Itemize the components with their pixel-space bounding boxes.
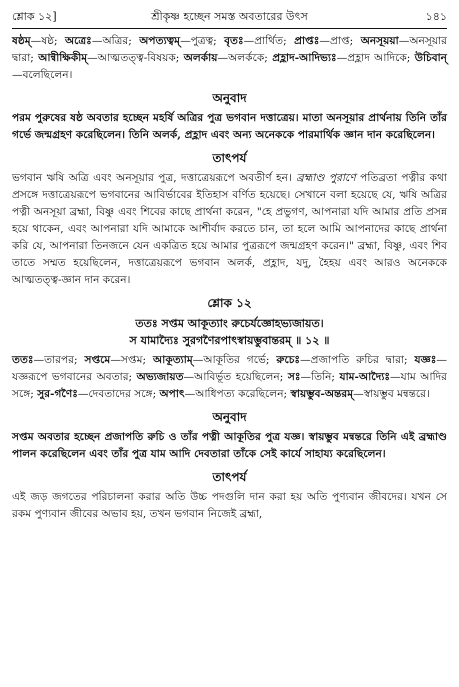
synonym-term: সুর-গণৈঃ [37, 388, 78, 400]
synonym-meaning: —যজ্ঞরূপে ভগবানের অবতার; [12, 354, 447, 383]
synonym-term: অভ্যজায়ত [136, 371, 184, 383]
synonym-meaning: —প্রাপ্ত; [319, 35, 361, 47]
synonym-meaning: —ষষ্ঠ; [30, 35, 65, 47]
synonym-term: স্বায়ম্ভুব-অন্তরম্ [290, 388, 354, 400]
verse-line-2: স যামাদ্যৈঃ সুরগণৈরপাৎস্বায়ম্ভুবান্তরম্ ॥ ১২ ॥ [129, 334, 330, 347]
synonym-meaning: —প্রহ্লাদ আদিকে; [336, 52, 415, 64]
synonym-meaning: —আকূতির গর্ভে; [192, 354, 277, 366]
synonym-term: যাম-আদ্যৈঃ [339, 371, 391, 383]
synonym-term: সঃ [287, 371, 301, 383]
synonyms-verse-12 [12, 352, 447, 403]
synonym-term: যজ্ঞঃ [414, 354, 437, 366]
purport-verse-11: ভগবান ঋষি অত্রি এবং অনসূয়ার পুত্র, দত্তাত্রেয়রূপে অবতীর্ণ হন। ব্রহ্মাণ্ড পুরাণে পতিব্রতা পত্নীর কথা প্রসঙ্গে দত্তাত্রেয়রূপে ভগবানের আবির্ভাবের ইতিহাস বর্ণিত হয়েছে। সেখানে বলা হয়েছে যে, ঋষি অত্রির পত্নী অনসূয়া ব্রহ্মা, বিষ্ণু এবং শিবের কাছে প্রার্থনা করেন, "হে প্রভুগণ, আপনারা যদি আমার প্রতি প্রসন্ন হয়ে থাকেন, এবং আপনারা যদি আমাকে আশীর্বাদ করতে চান, তা হলে আমি আপনাদের কাছে প্রার্থনা করি যে, আপনারা তিনজনে যেন একত্রিত হয়ে আমার পুত্ররূপে জন্মগ্রহণ করেন।" ব্রহ্মা, বিষ্ণু, এবং শিব তাতে সম্মত হয়েছিলেন, দত্তাত্রেয়রূপে ভগবান অলর্ক, প্রহ্লাদ, যদু, হৈহয় এবং আরও অনেককে আত্মতত্ত্ব-জ্ঞান দান করেন। [12, 172, 448, 286]
synonym-meaning: —তারপর; [33, 354, 85, 366]
translation-verse-11: পরম পুরুষের ষষ্ঠ অবতার হচ্ছেন মহর্ষি অত্রির পুত্র ভগবান দত্তাত্রেয়। মাতা অনসূয়ার প্রার্থনায় তিনি তাঁর গর্ভে জন্মগ্রহণ করেছিলেন। তিনি অলর্ক, প্রহ্লাদ এবং অন্য অনেককে পারমার্থিক জ্ঞান দান করেছিলেন। [12, 112, 447, 141]
synonym-term: অপত্যত্বম্ [139, 35, 181, 47]
synonym-term: অনসূয়য়া [360, 35, 399, 47]
synonym-meaning: —আবির্ভূত হয়েছিলেন; [183, 371, 288, 383]
synonym-meaning: —বলেছিলেন। [12, 69, 73, 81]
purport-heading-2: তাৎপর্য [212, 470, 247, 484]
scripture-title: ব্রহ্মাণ্ড পুরাণে [296, 172, 356, 184]
purport-verse-12: এই জড় জগতের পরিচালনা করার অতি উচ্চ পদগুলি দান করা হয় অতি পুণ্যবান জীবদের। যখন সে রকম পুণ্যবান জীবের অভাব হয়, তখন ভগবান নিজেই ব্রহ্মা, [12, 491, 447, 520]
synonym-meaning: —স্বায়ম্ভুব মন্বন্তরে। [353, 388, 430, 400]
synonym-term: অলর্কায় [183, 52, 218, 64]
synonym-meaning: —যাম আদির সঙ্গে; [12, 371, 447, 400]
synonym-meaning: —অত্রির; [91, 35, 140, 47]
synonyms-verse-11 [12, 33, 447, 84]
synonym-term: সপ্তমে [84, 354, 111, 366]
header-rule [12, 28, 447, 29]
book-page [0, 4, 459, 687]
page-number: ১৪১ [425, 10, 447, 23]
synonym-meaning: —আধিপত্য করেছিলেন; [184, 388, 291, 400]
verse-heading: শ্লোক ১২ [207, 296, 252, 310]
translation-heading: অনুবাদ [212, 91, 247, 105]
synonym-meaning: —পুত্রত্ব; [180, 35, 225, 47]
translation-heading-2: অনুবাদ [212, 410, 247, 424]
synonym-meaning: —প্রার্থিত; [243, 35, 295, 47]
synonym-term: প্রহ্লাদ-আদিভ্যঃ [272, 52, 337, 64]
verse-line-1: ততঃ সপ্তম আকূত্যাং রুচের্যজ্ঞোহভ্যজায়ত। [135, 317, 324, 330]
synonym-term: রুচেঃ [276, 354, 301, 366]
synonym-term: অপাৎ [159, 388, 185, 400]
synonym-term: উচিবান্ [414, 52, 447, 64]
purport-heading: তাৎপর্য [212, 151, 247, 165]
synonym-meaning: —অনসূয়ার দ্বারা; [12, 35, 447, 64]
synonym-term: বৃতঃ [224, 35, 244, 47]
running-head-verse: শ্লোক ১২] [12, 10, 57, 23]
synonym-term: প্রাপ্তঃ [294, 35, 320, 47]
synonym-term: আকূত্যাম্ [152, 354, 193, 366]
synonym-term: আন্বীক্ষিকীম্ [38, 52, 88, 64]
synonym-meaning: —আত্মতত্ত্ব-বিষয়ক; [87, 52, 184, 64]
synonym-term: অত্রেঃ [64, 35, 92, 47]
synonym-meaning: —অলর্ককে; [217, 52, 273, 64]
synonym-meaning: —তিনি; [300, 371, 340, 383]
running-head-title: শ্রীকৃষ্ণ হচ্ছেন সমস্ত অবতারের উৎস [151, 10, 308, 23]
synonym-meaning: —সপ্তম; [110, 354, 153, 366]
synonym-meaning: —দেবতাদের সঙ্গে; [77, 388, 160, 400]
synonym-term: ততঃ [12, 354, 34, 366]
synonym-term: ষষ্ঠম্ [12, 35, 31, 47]
page-header [12, 4, 447, 26]
translation-verse-12: সপ্তম অবতার হচ্ছেন প্রজাপতি রুচি ও তাঁর পত্নী আকূতির পুত্র যজ্ঞ। স্বায়ম্ভুব মন্বন্তরে তিনি এই ব্রহ্মাণ্ড পালন করেছিলেন এবং তাঁর পুত্র যাম আদি দেবতারা তাঁকে সেই কার্যে সাহায্য করেছিলেন। [12, 431, 447, 460]
synonym-meaning: —প্রজাপতি রুচির দ্বারা; [300, 354, 415, 366]
